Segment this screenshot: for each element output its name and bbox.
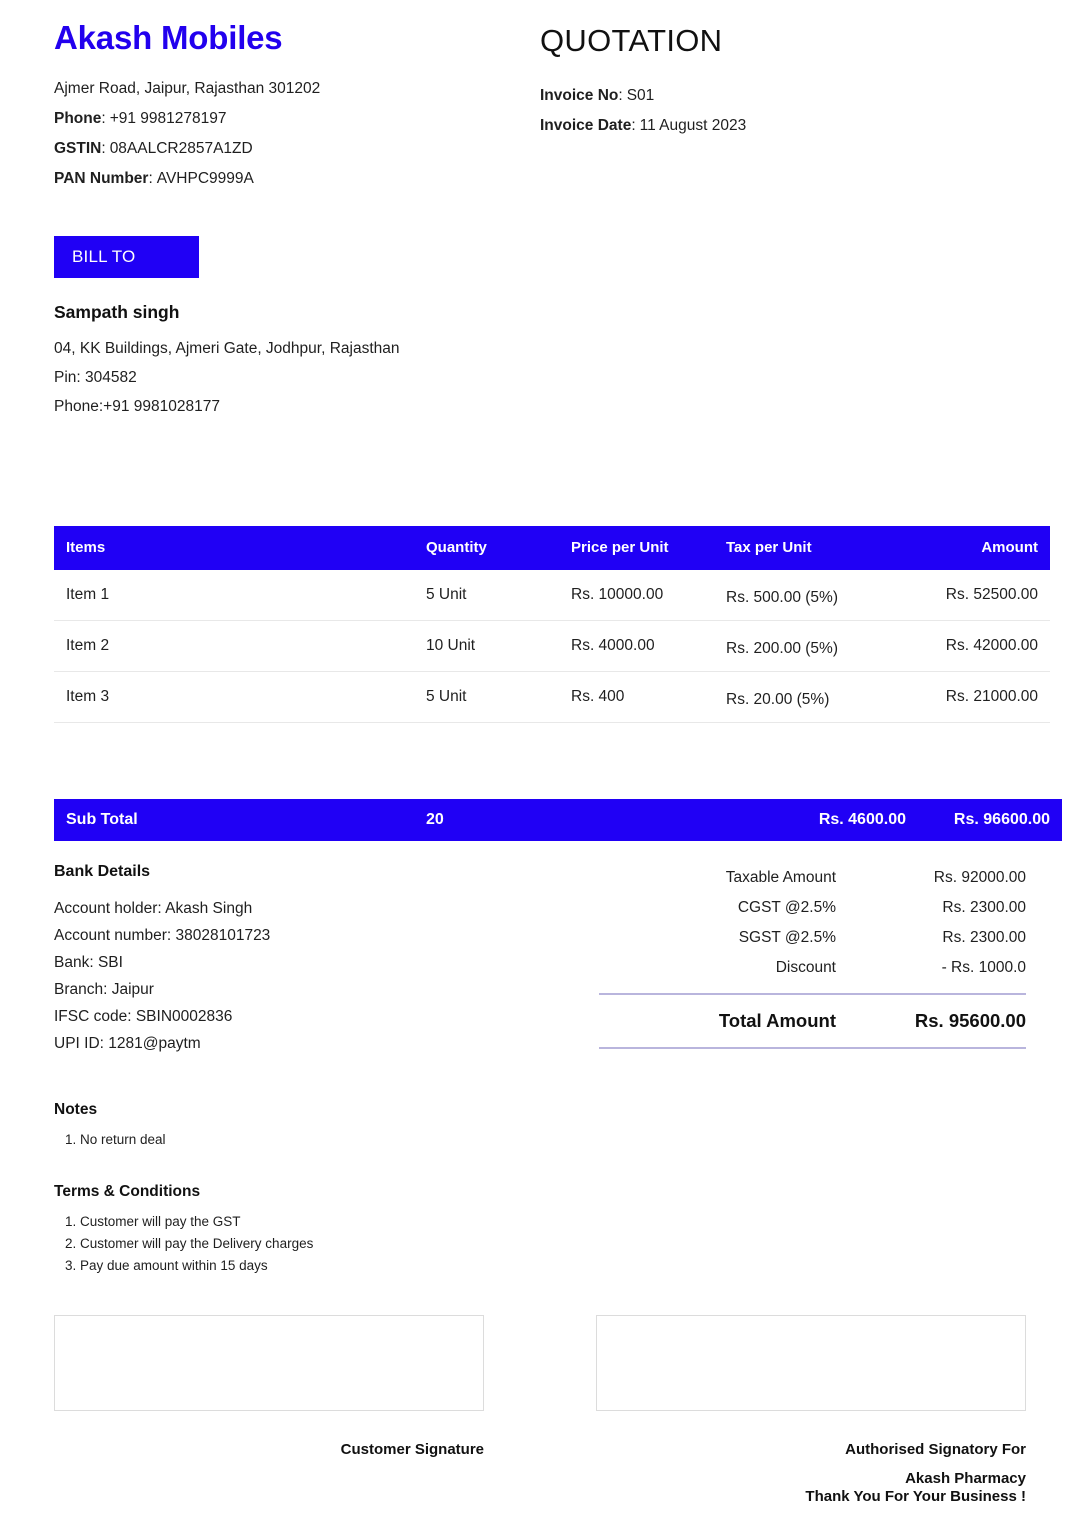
table-header-row bbox=[54, 526, 1050, 570]
subtotal-price-blank bbox=[571, 799, 726, 841]
bill-to-phone-value: +91 9981028177 bbox=[103, 397, 220, 415]
totals-row-value: - Rs. 1000.0 bbox=[941, 958, 1026, 976]
company-gstin-value: 08AALCR2857A1ZD bbox=[109, 139, 253, 157]
customer-signature-block bbox=[54, 1315, 484, 1493]
authorised-signature-label-line1: Authorised Signatory For bbox=[845, 1440, 1026, 1458]
cell-price: Rs. 4000.00 bbox=[571, 620, 726, 671]
items-table bbox=[54, 526, 1050, 723]
totals-row bbox=[599, 923, 1026, 953]
cell-tax: Rs. 500.00 (5%) bbox=[726, 570, 906, 621]
totals-row-label: Taxable Amount bbox=[725, 868, 836, 886]
header-price: Price per Unit bbox=[571, 526, 726, 570]
invoice-date-value: 11 August 2023 bbox=[639, 117, 747, 135]
invoice-number-value: S01 bbox=[626, 87, 655, 105]
totals-section bbox=[599, 863, 1026, 1057]
company-gstin-label: GSTIN bbox=[54, 139, 102, 157]
table-row bbox=[54, 620, 1050, 671]
totals-row bbox=[599, 893, 1026, 923]
subtotal-bar bbox=[54, 799, 1062, 841]
customer-signature-label: Customer Signature bbox=[340, 1440, 484, 1458]
cell-quantity: 5 Unit bbox=[426, 570, 571, 621]
thank-you-footer: Thank You For Your Business ! bbox=[805, 1488, 1026, 1505]
term-item: 2. Customer will pay the Delivery charges bbox=[80, 1233, 1026, 1255]
term-item: 3. Pay due amount within 15 days bbox=[80, 1255, 1026, 1277]
company-gstin: GSTIN: 08AALCR2857A1ZD bbox=[54, 139, 253, 157]
grand-total-row bbox=[599, 995, 1026, 1047]
cell-item: Item 1 bbox=[54, 570, 426, 621]
grand-total-value: Rs. 95600.00 bbox=[914, 1009, 1026, 1031]
bill-to-section bbox=[54, 236, 1026, 420]
bill-to-address: 04, KK Buildings, Ajmeri Gate, Jodhpur, Rajasthan bbox=[54, 339, 400, 357]
table-row bbox=[54, 570, 1050, 621]
invoice-number: Invoice No: S01 bbox=[540, 87, 655, 105]
bill-to-name: Sampath singh bbox=[54, 301, 180, 322]
signature-section bbox=[54, 1315, 1026, 1493]
invoice-number-label: Invoice No bbox=[540, 87, 619, 105]
table-row bbox=[54, 671, 1050, 722]
totals-row bbox=[599, 863, 1026, 893]
terms-title: Terms & Conditions bbox=[54, 1182, 201, 1200]
bank-detail-line: IFSC code: SBIN0002836 bbox=[54, 1007, 233, 1025]
company-phone-label: Phone bbox=[54, 109, 102, 127]
cell-amount: Rs. 42000.00 bbox=[906, 620, 1050, 671]
notes-section bbox=[54, 1101, 1026, 1151]
company-pan-label: PAN Number bbox=[54, 169, 149, 187]
note-item: 1. No return deal bbox=[80, 1129, 1026, 1151]
bank-detail-line: Account holder: Akash Singh bbox=[54, 899, 253, 917]
cell-quantity: 5 Unit bbox=[426, 671, 571, 722]
authorised-signature-label bbox=[596, 1435, 1026, 1493]
bill-to-phone: Phone:+91 9981028177 bbox=[54, 397, 220, 415]
notes-title: Notes bbox=[54, 1100, 98, 1118]
totals-divider-bottom bbox=[599, 1047, 1026, 1049]
authorised-signature-label-line2: Akash Pharmacy bbox=[905, 1469, 1026, 1487]
cell-amount: Rs. 52500.00 bbox=[906, 570, 1050, 621]
subtotal-amount: Rs. 96600.00 bbox=[953, 810, 1050, 828]
subtotal-tax: Rs. 4600.00 bbox=[818, 810, 906, 828]
totals-rows bbox=[599, 863, 1026, 983]
items-table-header bbox=[54, 526, 1050, 570]
bank-and-totals bbox=[54, 863, 1026, 1057]
cell-price: Rs. 400 bbox=[571, 671, 726, 722]
invoice-date-label: Invoice Date bbox=[540, 117, 632, 135]
company-name: Akash Mobiles bbox=[54, 19, 283, 56]
cell-item: Item 2 bbox=[54, 620, 426, 671]
totals-row-label: SGST @2.5% bbox=[738, 928, 836, 946]
bank-details-section bbox=[54, 863, 599, 1057]
totals-row-value: Rs. 2300.00 bbox=[942, 928, 1026, 946]
bank-details-lines bbox=[54, 895, 599, 1057]
header-tax: Tax per Unit bbox=[726, 526, 906, 570]
bill-to-badge: BILL TO bbox=[54, 236, 199, 278]
company-phone-value: +91 9981278197 bbox=[109, 109, 227, 127]
totals-row-value: Rs. 2300.00 bbox=[942, 898, 1026, 916]
subtotal-quantity: 20 bbox=[426, 810, 444, 828]
bank-detail-line: UPI ID: 1281@paytm bbox=[54, 1034, 201, 1052]
company-pan-value: AVHPC9999A bbox=[156, 169, 254, 187]
cell-amount: Rs. 21000.00 bbox=[906, 671, 1050, 722]
company-info bbox=[54, 18, 540, 194]
customer-signature-box[interactable] bbox=[54, 1315, 484, 1411]
totals-row bbox=[599, 953, 1026, 983]
notes-list bbox=[54, 1129, 1026, 1151]
company-phone: Phone: +91 9981278197 bbox=[54, 109, 227, 127]
bank-detail-line: Account number: 38028101723 bbox=[54, 926, 271, 944]
subtotal-row bbox=[54, 799, 1062, 841]
bill-to-phone-label: Phone bbox=[54, 397, 99, 415]
term-item: 1. Customer will pay the GST bbox=[80, 1211, 1026, 1233]
cell-tax: Rs. 20.00 (5%) bbox=[726, 671, 906, 722]
authorised-signature-box[interactable] bbox=[596, 1315, 1026, 1411]
terms-list bbox=[54, 1211, 1026, 1277]
bill-to-pin: Pin: 304582 bbox=[54, 368, 137, 386]
bank-detail-line: Bank: SBI bbox=[54, 953, 123, 971]
authorised-signature-block bbox=[596, 1315, 1026, 1493]
cell-tax: Rs. 200.00 (5%) bbox=[726, 620, 906, 671]
terms-section bbox=[54, 1183, 1026, 1277]
document-type: QUOTATION bbox=[540, 23, 723, 58]
totals-row-label: Discount bbox=[775, 958, 836, 976]
totals-row-label: CGST @2.5% bbox=[737, 898, 836, 916]
header-quantity: Quantity bbox=[426, 526, 571, 570]
grand-total-label: Total Amount bbox=[718, 1009, 836, 1031]
header-items: Items bbox=[54, 526, 426, 570]
bank-detail-line: Branch: Jaipur bbox=[54, 980, 154, 998]
document-meta bbox=[540, 18, 1026, 141]
cell-item: Item 3 bbox=[54, 671, 426, 722]
company-address: Ajmer Road, Jaipur, Rajasthan 301202 bbox=[54, 79, 321, 97]
items-table-body bbox=[54, 570, 1050, 723]
company-pan: PAN Number: AVHPC9999A bbox=[54, 169, 254, 187]
header-amount: Amount bbox=[906, 526, 1050, 570]
totals-row-value: Rs. 92000.00 bbox=[933, 868, 1026, 886]
bank-details-title: Bank Details bbox=[54, 862, 151, 880]
subtotal-label: Sub Total bbox=[66, 810, 138, 828]
document-header bbox=[54, 0, 1026, 194]
invoice-date: Invoice Date: 11 August 2023 bbox=[540, 117, 747, 135]
cell-price: Rs. 10000.00 bbox=[571, 570, 726, 621]
cell-quantity: 10 Unit bbox=[426, 620, 571, 671]
